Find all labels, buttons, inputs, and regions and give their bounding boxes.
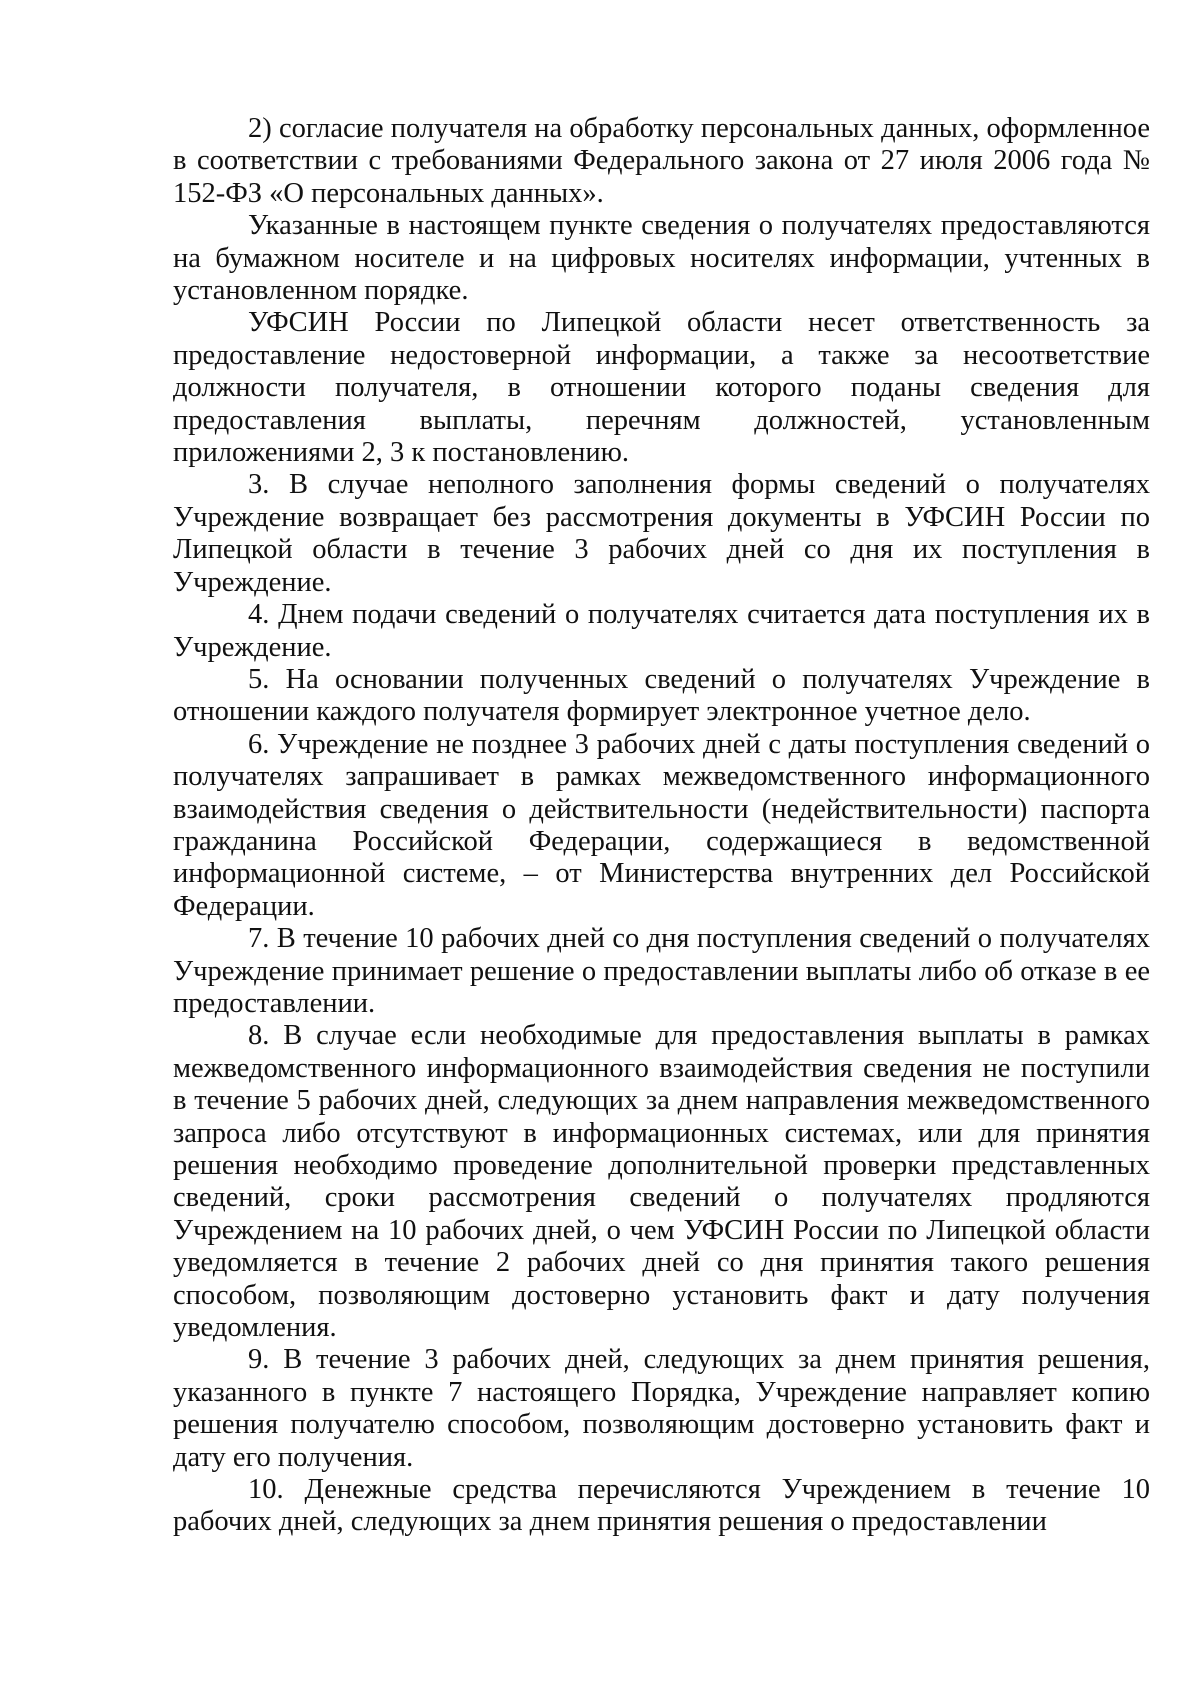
paragraph-item-10: 10. Денежные средства перечисляются Учреждением в течение 10 рабочих дней, следующих за днем принятия решения о предоставлении xyxy=(173,1474,1150,1538)
paragraph-item-8: 8. В случае если необходимые для предоставления выплаты в рамках межведомственного информационного взаимодействия сведения не поступили в течение 5 рабочих дней, следующих за днем направления межведомственного запроса либо отсутствуют в информационных системах, или для принятия решения необходимо проведение дополнительной проверки представленных сведений, сроки рассмотрения сведений о получателях продляются Учреждением на 10 рабочих дней, о чем УФСИН России по Липецкой области уведомляется в течение 2 рабочих дней со дня принятия такого решения способом, позволяющим достоверно установить факт и дату получения уведомления. xyxy=(173,1020,1150,1344)
paragraph-item-5: 5. На основании полученных сведений о получателях Учреждение в отношении каждого получателя формирует электронное учетное дело. xyxy=(173,663,1150,728)
paragraph-item-7: 7. В течение 10 рабочих дней со дня поступления сведений о получателях Учреждение принимает решение о предоставлении выплаты либо об отказе в ее предоставлении. xyxy=(173,923,1150,1019)
paragraph-responsibility: УФСИН России по Липецкой области несет ответственность за предоставление недостоверной информации, а также за несоответствие должности получателя, в отношении которого поданы сведения для предоставления выплаты, перечням должностей, установленным приложениями 2, 3 к постановлению. xyxy=(173,307,1150,469)
paragraph-item-9: 9. В течение 3 рабочих дней, следующих за днем принятия решения, указанного в пункте 7 настоящего Порядка, Учреждение направляет копию решения получателю способом, позволяющим достоверно установить факт и дату его получения. xyxy=(173,1344,1150,1473)
paragraph-item-4: 4. Днем подачи сведений о получателях считается дата поступления их в Учреждение. xyxy=(173,599,1150,663)
document-body xyxy=(173,113,1150,1539)
paragraph-consent: 2) согласие получателя на обработку персональных данных, оформленное в соответствии с требованиями Федерального закона от 27 июля 2006 года № 152-ФЗ «О персональных данных». xyxy=(173,113,1150,209)
paragraph-info-carriers: Указанные в настоящем пункте сведения о получателях предоставляются на бумажном носителе и на цифровых носителях информации, учтенных в установленном порядке. xyxy=(173,210,1150,307)
paragraph-item-3: 3. В случае неполного заполнения формы сведений о получателях Учреждение возвращает без рассмотрения документы в УФСИН России по Липецкой области в течение 3 рабочих дней со дня их поступления в Учреждение. xyxy=(173,469,1150,598)
paragraph-item-6: 6. Учреждение не позднее 3 рабочих дней с даты поступления сведений о получателях запрашивает в рамках межведомственного информационного взаимодействия сведения о действительности (недействительности) паспорта гражданина Российской Федерации, содержащиеся в ведомственной информационной системе, – от Министерства внутренних дел Российской Федерации. xyxy=(173,728,1150,922)
